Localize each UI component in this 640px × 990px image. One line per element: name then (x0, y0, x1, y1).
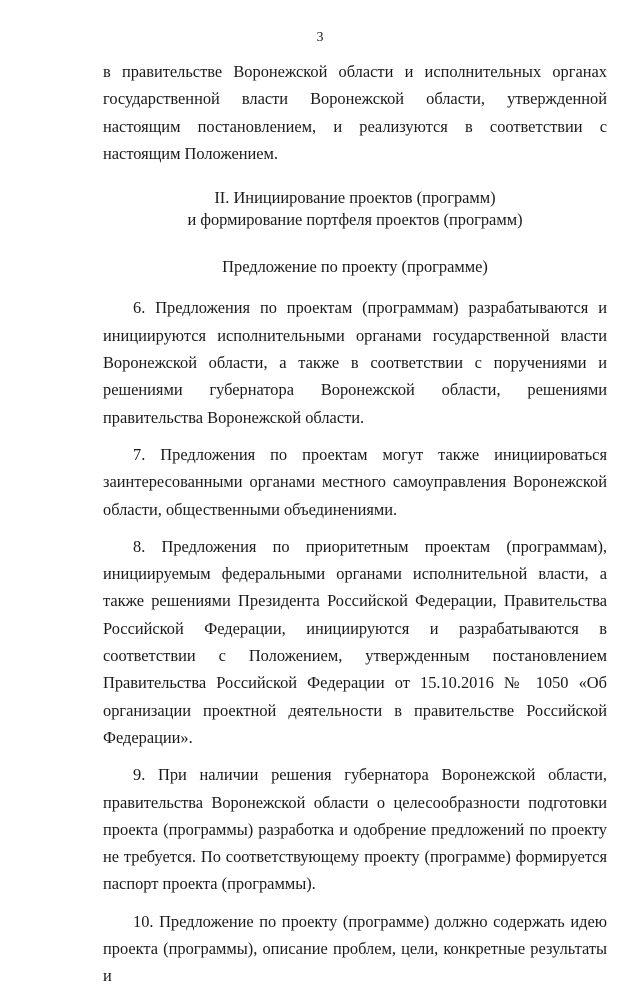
paragraph-8: 8. Предложения по приоритетным проектам (программам), инициируемым федеральными органами исполнительной власти, а также решениями Президента Российской Федерации, Правительства Российской Федерации, инициируются и разрабатываются в соответствии с Положением, утвержденным постановлением Правительства Российской Федерации от 15.10.2016 № 1050 «Об организации проектной деятельности в правительстве Российской Федерации». (103, 536, 607, 747)
section-heading (103, 187, 607, 231)
section-heading-line-2: и формирование портфеля проектов (программ) (187, 210, 523, 230)
document-body (103, 58, 607, 990)
page-number: 3 (316, 30, 324, 45)
paragraph-6: 6. Предложения по проектам (программам) разрабатываются и инициируются исполнительными органами государственной власти Воронежской области, а также в соответствии с поручениями и решениями губернатора Воронежской области, решениями правительства Воронежской области. (103, 298, 607, 427)
paragraph-7: 7. Предложения по проектам могут также инициироваться заинтересованными органами местного самоуправления Воронежской области, общественными объединениями. (103, 444, 607, 519)
paragraph-10: 10. Предложение по проекту (программе) должно содержать идею проекта (программы), описание проблем, цели, конкретные результаты и (103, 911, 607, 986)
section-subheading: Предложение по проекту (программе) (222, 257, 488, 277)
intro-paragraph: в правительстве Воронежской области и исполнительных органах государственной власти Воронежской области, утвержденной настоящим постановлением, и реализуются в соответствии с настоящим Положением. (103, 62, 607, 163)
paragraph-9: 9. При наличии решения губернатора Воронежской области, правительства Воронежской области о целесообразности подготовки проекта (программы) разработка и одобрение предложений по проекту не требуется. По соответствующему проекту (программе) формируется паспорт проекта (программы). (103, 765, 607, 894)
section-heading-line-1: II. Инициирование проектов (программ) (214, 188, 496, 208)
